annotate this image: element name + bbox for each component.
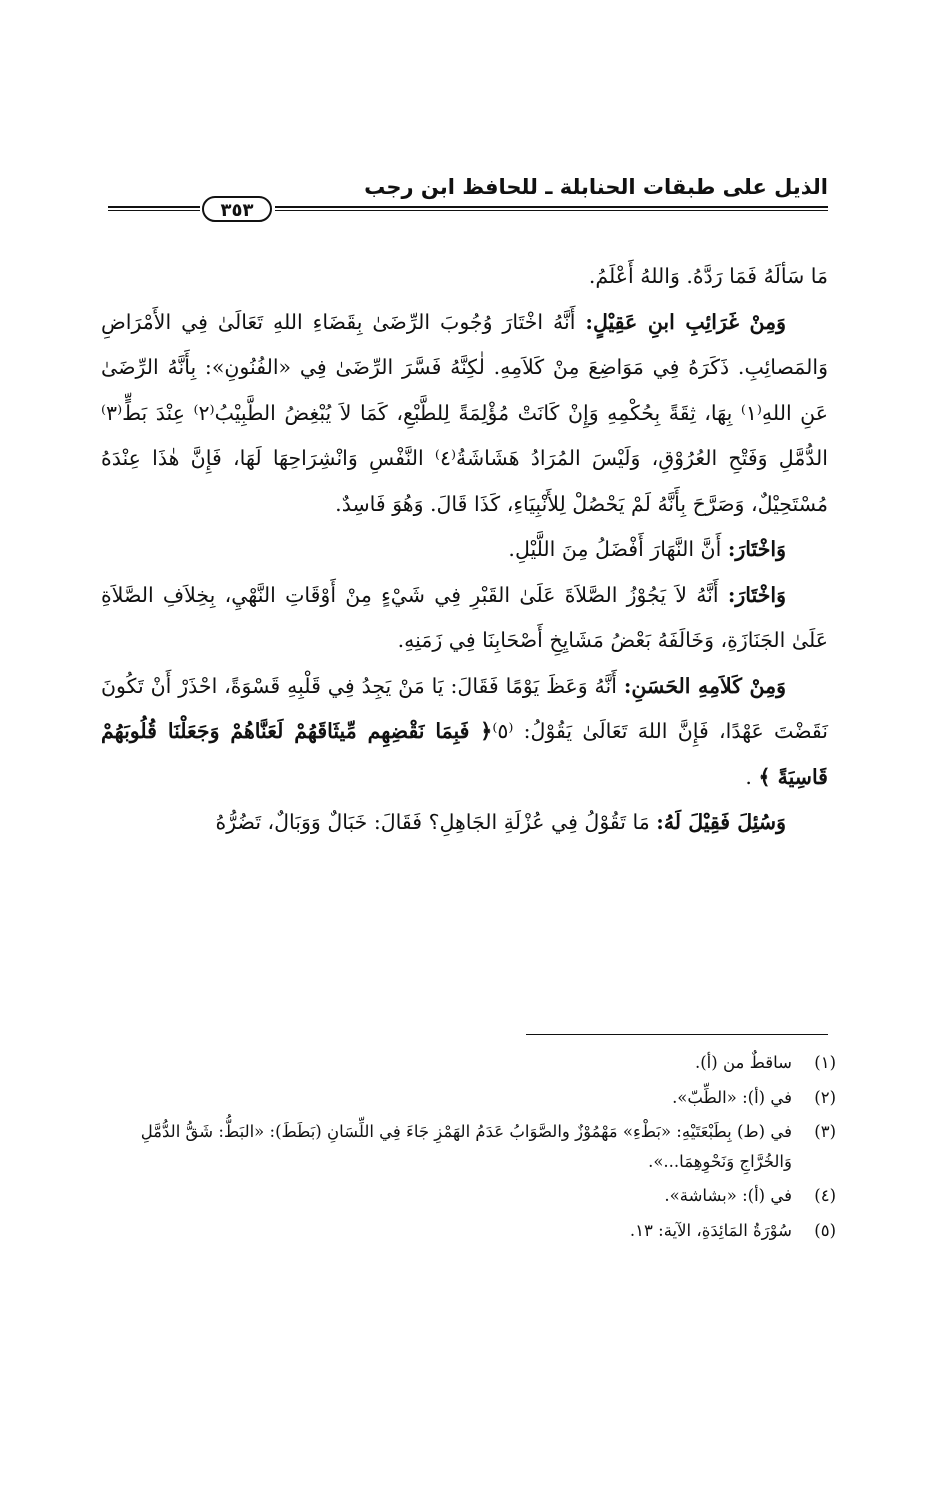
main-text [101,254,828,846]
footnote-3 [96,1117,836,1176]
paragraph-2 [101,300,828,528]
paragraph-3 [101,527,828,573]
paragraph-text: مَا سَألَهُ فَمَا رَدَّهُ. وَاللهُ أَعْلَمُ. [588,264,828,288]
paragraph-1 [101,254,828,300]
footnote-4 [96,1181,836,1211]
paragraph-4 [101,573,828,664]
footnote-1 [96,1048,836,1078]
paragraph-end: . [745,764,759,789]
quran-verse: ﴿ فَبِمَا نَقْضِهِم مِّيثَاقَهُمْ لَعَنَّاهُمْ وَجَعَلْنَا قُلُوبَهُمْ قَاسِيَةً ﴾ [101,719,828,789]
paragraph-lead: وَاخْتَارَ: [727,582,786,607]
page-number: ٣٥٣ [202,196,272,222]
paragraph-6 [101,800,828,846]
footnote-number: (٣) [814,1122,836,1141]
paragraph-text: أَنَّ النَّهَارَ أَفْضَلُ مِنَ اللَّيْلِ. [508,537,728,561]
footnote-number: (٤) [814,1186,836,1205]
paragraph-lead: وَسُئِلَ فَقِيْلَ لَهُ: [656,810,786,834]
footnote-number: (٢) [814,1087,836,1107]
header-rule-left [108,206,200,211]
footnote-separator [526,1034,828,1035]
paragraph-text: أَنَّهُ وَعَظَ يَوْمًا فَقَالَ: يَا مَنْ يَجِدُ فِي قَلْبِهِ قَسْوَةً، احْذَرْ أَنْ تَكُونَ نَقَضْتَ عَهْدًا، فَإِنَّ اللهَ تَعَالَىٰ يَقُوْلُ: ⁽٥⁾ [101,673,828,743]
running-header: الذيل على طبقات الحنابلة ـ للحافظ ابن رجب [364,175,828,199]
paragraph-lead: وَمِنْ غَرَائِبِ ابنِ عَقِيْلٍ: [585,309,786,334]
paragraph-text: أَنَّهُ لاَ يَجُوْزُ الصَّلاَةَ عَلَىٰ القَبْرِ فِي شَيْءٍ مِنْ أَوْقَاتِ النَّهْيِ، بِخِلاَفِ الصَّلاَةِ عَلَىٰ الجَنَازَةِ، وَخَالَفَهُ بَعْضُ مَشَايِخِ أَصْحَابِنَا فِي زَمَنِهِ. [101,582,828,652]
header-rule-right [275,206,828,211]
footnote-number: (١) [814,1053,836,1072]
footnotes [96,1048,836,1250]
footnote-2 [96,1083,836,1113]
footnote-text: سُوْرَةُ المَائِدَةِ، الآية: ١٣. [629,1220,792,1240]
footnote-number: (٥) [814,1220,836,1240]
footnote-5 [96,1216,836,1246]
footnote-text: في (ط) بِطَبْعَتَيْهِ: «بَطْءِ» مَهْمُوْزٌ والصَّوَابُ عَدَمُ الهَمْزِ جَاءَ فِي اللِّسَانِ (بَطَطَ): «البَطُّ: شَقُّ الدُّمَّلِ وَالخُرَّاجِ وَنَحْوِهِمَا...». [140,1122,792,1171]
paragraph-lead: وَمِنْ كَلاَمِهِ الحَسَنِ: [623,673,786,698]
footnote-text: في (أ): «الطِّبّ». [672,1087,792,1107]
paragraph-text: أَنَّهُ اخْتَارَ وُجُوبَ الرِّضَىٰ بِقَضَاءِ اللهِ تَعَالَىٰ فِي الأَمْرَاضِ وَالمَصائِبِ. ذَكَرَهُ فِي مَوَاضِعَ مِنْ كَلاَمِهِ. لٰكِنَّهُ فَسَّرَ الرِّضَىٰ فِي «الفُنُونِ»: بِأَنَّهُ الرِّضَىٰ عَنِ اللهِ⁽١⁾ بِهَا، ثِقَةً بِحُكْمِهِ وَإِنْ كَانَتْ مُؤْلِمَةً لِلطَّبْعِ، كَمَا لاَ يُبْغِضُ الطَّبِيْبُ⁽٢⁾ عِنْدَ بَطٍّ⁽٣⁾ الدُّمَّلِ وَفَتْحِ العُرُوْقِ، وَلَيْسَ المُرَادُ هَشَاشَةُ⁽٤⁾ النَّفْسِ وَانْشِرَاحِهَا لَهَا، فَإِنَّ هٰذَا عِنْدَهُ مُسْتَحِيْلٌ، وَصَرَّحَ بِأَنَّهُ لَمْ يَحْصُلْ لِلأَنْبِيَاءِ، كَذَا قَالَ. وَهُوَ فَاسِدٌ. [101,309,828,516]
paragraph-text: مَا تَقُوْلُ فِي عُزْلَةِ الجَاهِلِ؟ فَقَالَ: خَبَالٌ وَوَبَالٌ، تَضُرُّهُ [215,810,657,834]
footnote-text: ساقطٌ من (أ). [695,1053,792,1072]
paragraph-lead: وَاخْتَارَ: [727,537,786,561]
footnote-text: في (أ): «بشاشة». [664,1186,792,1205]
paragraph-5 [101,664,828,801]
